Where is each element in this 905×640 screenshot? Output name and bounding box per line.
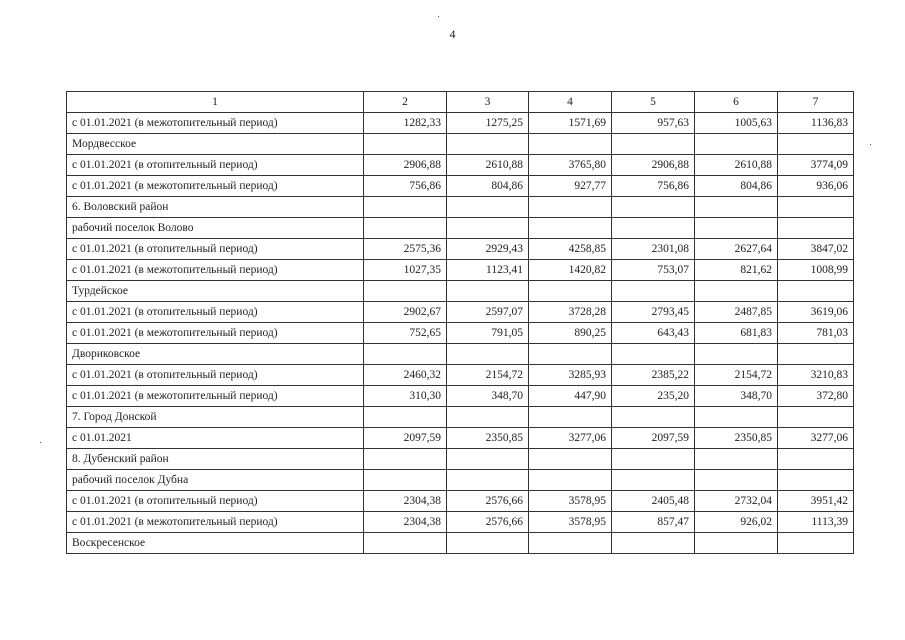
row-label: с 01.01.2021 (в отопительный период) — [67, 239, 364, 260]
tariff-value-cell: 3774,09 — [778, 155, 854, 176]
tariff-value-cell: 2576,66 — [447, 512, 529, 533]
row-label: с 01.01.2021 (в межотопительный период) — [67, 260, 364, 281]
tariff-value-cell — [695, 197, 778, 218]
table-row — [67, 428, 854, 449]
tariff-value-cell — [778, 470, 854, 491]
tariff-value-cell — [447, 281, 529, 302]
table-row — [67, 176, 854, 197]
tariff-value-cell: 2793,45 — [612, 302, 695, 323]
tariff-value-cell — [612, 197, 695, 218]
row-label: рабочий поселок Волово — [67, 218, 364, 239]
row-label: Мордвесское — [67, 134, 364, 155]
tariff-value-cell: 2350,85 — [695, 428, 778, 449]
table-body — [67, 113, 854, 554]
tariff-value-cell — [695, 344, 778, 365]
tariff-value-cell — [364, 449, 447, 470]
tariff-value-cell: 2902,67 — [364, 302, 447, 323]
tariff-value-cell: 2597,07 — [447, 302, 529, 323]
row-label: 6. Воловский район — [67, 197, 364, 218]
tariff-value-cell — [695, 470, 778, 491]
table-row — [67, 491, 854, 512]
tariff-value-cell: 2097,59 — [364, 428, 447, 449]
tariff-value-cell — [612, 344, 695, 365]
tariff-value-cell: 857,47 — [612, 512, 695, 533]
tariff-value-cell — [364, 344, 447, 365]
tariff-value-cell — [778, 281, 854, 302]
tariff-value-cell — [612, 281, 695, 302]
tariff-value-cell: 752,65 — [364, 323, 447, 344]
tariff-value-cell: 1136,83 — [778, 113, 854, 134]
tariff-value-cell — [695, 218, 778, 239]
table-row — [67, 365, 854, 386]
tariff-value-cell: 1420,82 — [529, 260, 612, 281]
tariff-value-cell — [364, 407, 447, 428]
tariff-value-cell: 2732,04 — [695, 491, 778, 512]
tariff-value-cell — [447, 218, 529, 239]
tariff-value-cell — [778, 218, 854, 239]
column-header: 7 — [778, 92, 854, 113]
row-label: 7. Город Донской — [67, 407, 364, 428]
tariff-value-cell — [778, 344, 854, 365]
tariff-value-cell: 1008,99 — [778, 260, 854, 281]
tariff-value-cell: 2460,32 — [364, 365, 447, 386]
tariff-value-cell: 3951,42 — [778, 491, 854, 512]
tariff-value-cell: 2301,08 — [612, 239, 695, 260]
tariff-value-cell: 756,86 — [364, 176, 447, 197]
table-row — [67, 260, 854, 281]
table-row — [67, 512, 854, 533]
tariff-value-cell — [529, 449, 612, 470]
tariff-value-cell: 781,03 — [778, 323, 854, 344]
tariff-value-cell — [529, 533, 612, 554]
row-label: с 01.01.2021 (в отопительный период) — [67, 491, 364, 512]
row-label: с 01.01.2021 (в межотопительный период) — [67, 323, 364, 344]
tariff-value-cell: 1275,25 — [447, 113, 529, 134]
tariff-value-cell: 1282,33 — [364, 113, 447, 134]
tariff-value-cell: 1005,63 — [695, 113, 778, 134]
tariff-value-cell: 348,70 — [447, 386, 529, 407]
tariff-value-cell: 1027,35 — [364, 260, 447, 281]
tariff-value-cell: 2154,72 — [447, 365, 529, 386]
tariff-value-cell — [364, 218, 447, 239]
tariff-value-cell: 235,20 — [612, 386, 695, 407]
tariff-value-cell: 804,86 — [447, 176, 529, 197]
table-row — [67, 134, 854, 155]
table-row — [67, 470, 854, 491]
tariff-value-cell — [529, 344, 612, 365]
tariff-value-cell — [529, 218, 612, 239]
tariff-value-cell — [695, 449, 778, 470]
tariff-value-cell — [364, 533, 447, 554]
tariff-value-cell: 2097,59 — [612, 428, 695, 449]
tariff-value-cell — [695, 533, 778, 554]
table-header-row — [67, 92, 854, 113]
tariff-value-cell: 3578,95 — [529, 512, 612, 533]
row-label: с 01.01.2021 (в межотопительный период) — [67, 176, 364, 197]
row-label: с 01.01.2021 (в межотопительный период) — [67, 512, 364, 533]
table-row — [67, 281, 854, 302]
tariff-value-cell: 2350,85 — [447, 428, 529, 449]
tariff-value-cell: 957,63 — [612, 113, 695, 134]
tariff-value-cell: 447,90 — [529, 386, 612, 407]
tariff-value-cell: 2304,38 — [364, 512, 447, 533]
table-row — [67, 302, 854, 323]
tariff-value-cell — [529, 197, 612, 218]
tariff-value-cell — [612, 470, 695, 491]
tariff-value-cell: 2610,88 — [695, 155, 778, 176]
tariff-value-cell — [778, 407, 854, 428]
tariff-value-cell: 890,25 — [529, 323, 612, 344]
tariff-value-cell — [529, 470, 612, 491]
table-row — [67, 197, 854, 218]
tariff-value-cell — [529, 281, 612, 302]
tariff-value-cell: 2575,36 — [364, 239, 447, 260]
tariff-value-cell: 2906,88 — [612, 155, 695, 176]
tariff-value-cell: 821,62 — [695, 260, 778, 281]
tariff-value-cell — [447, 134, 529, 155]
tariff-value-cell: 804,86 — [695, 176, 778, 197]
tariff-value-cell: 2154,72 — [695, 365, 778, 386]
tariff-value-cell — [778, 449, 854, 470]
tariff-value-cell: 643,43 — [612, 323, 695, 344]
row-label: с 01.01.2021 (в отопительный период) — [67, 365, 364, 386]
tariff-value-cell: 310,30 — [364, 386, 447, 407]
tariff-value-cell: 3210,83 — [778, 365, 854, 386]
tariff-value-cell: 372,80 — [778, 386, 854, 407]
tariff-value-cell — [364, 281, 447, 302]
tariff-value-cell: 2385,22 — [612, 365, 695, 386]
tariff-value-cell — [612, 218, 695, 239]
tariff-value-cell — [778, 533, 854, 554]
tariff-value-cell — [529, 407, 612, 428]
tariff-value-cell: 936,06 — [778, 176, 854, 197]
table-row — [67, 449, 854, 470]
tariff-value-cell: 3728,28 — [529, 302, 612, 323]
tariff-value-cell: 2906,88 — [364, 155, 447, 176]
scan-speck — [438, 16, 439, 17]
page-number: 4 — [449, 27, 456, 41]
tariff-value-cell — [612, 449, 695, 470]
tariff-value-cell — [447, 344, 529, 365]
row-label: Турдейское — [67, 281, 364, 302]
table-row — [67, 239, 854, 260]
tariff-value-cell: 753,07 — [612, 260, 695, 281]
table-row — [67, 218, 854, 239]
table-row — [67, 344, 854, 365]
tariff-value-cell: 1113,39 — [778, 512, 854, 533]
tariff-value-cell: 681,83 — [695, 323, 778, 344]
tariff-value-cell: 791,05 — [447, 323, 529, 344]
row-label: с 01.01.2021 (в отопительный период) — [67, 155, 364, 176]
row-label: с 01.01.2021 (в межотопительный период) — [67, 113, 364, 134]
row-label: с 01.01.2021 (в межотопительный период) — [67, 386, 364, 407]
table-row — [67, 533, 854, 554]
tariff-value-cell — [447, 197, 529, 218]
tariff-value-cell — [695, 134, 778, 155]
row-label: с 01.01.2021 — [67, 428, 364, 449]
tariff-value-cell — [447, 449, 529, 470]
tariff-value-cell — [447, 533, 529, 554]
column-header: 1 — [67, 92, 364, 113]
tariff-value-cell: 1571,69 — [529, 113, 612, 134]
scan-speck — [870, 144, 871, 145]
tariff-value-cell — [529, 134, 612, 155]
table-row — [67, 407, 854, 428]
tariff-value-cell: 927,77 — [529, 176, 612, 197]
tariff-value-cell: 3277,06 — [529, 428, 612, 449]
tariff-value-cell: 2405,48 — [612, 491, 695, 512]
tariff-value-cell: 3765,80 — [529, 155, 612, 176]
table-row — [67, 386, 854, 407]
column-header: 2 — [364, 92, 447, 113]
tariff-value-cell: 3578,95 — [529, 491, 612, 512]
tariff-value-cell: 2929,43 — [447, 239, 529, 260]
tariff-value-cell: 2627,64 — [695, 239, 778, 260]
tariff-value-cell: 2576,66 — [447, 491, 529, 512]
tariff-value-cell — [695, 281, 778, 302]
tariff-value-cell — [612, 407, 695, 428]
tariff-value-cell: 3847,02 — [778, 239, 854, 260]
tariff-value-cell: 2304,38 — [364, 491, 447, 512]
tariff-value-cell: 3285,93 — [529, 365, 612, 386]
tariff-value-cell — [447, 407, 529, 428]
tariff-value-cell: 3619,06 — [778, 302, 854, 323]
tariff-value-cell — [364, 197, 447, 218]
tariff-value-cell — [778, 134, 854, 155]
column-header: 6 — [695, 92, 778, 113]
tariff-value-cell — [612, 134, 695, 155]
row-label: 8. Дубенский район — [67, 449, 364, 470]
tariff-table — [66, 91, 854, 554]
tariff-value-cell — [695, 407, 778, 428]
row-label: Воскресенское — [67, 533, 364, 554]
tariff-value-cell: 2487,85 — [695, 302, 778, 323]
tariff-value-cell — [447, 470, 529, 491]
tariff-value-cell: 348,70 — [695, 386, 778, 407]
tariff-value-cell: 3277,06 — [778, 428, 854, 449]
table-row — [67, 323, 854, 344]
tariff-value-cell — [364, 134, 447, 155]
scan-speck — [40, 442, 41, 443]
tariff-value-cell: 756,86 — [612, 176, 695, 197]
tariff-value-cell: 4258,85 — [529, 239, 612, 260]
tariff-value-cell — [778, 197, 854, 218]
column-header: 5 — [612, 92, 695, 113]
tariff-value-cell: 1123,41 — [447, 260, 529, 281]
row-label: рабочий поселок Дубна — [67, 470, 364, 491]
row-label: с 01.01.2021 (в отопительный период) — [67, 302, 364, 323]
table-row — [67, 155, 854, 176]
tariff-value-cell — [612, 533, 695, 554]
tariff-value-cell — [364, 470, 447, 491]
tariff-value-cell: 926,02 — [695, 512, 778, 533]
tariff-value-cell: 2610,88 — [447, 155, 529, 176]
table-row — [67, 113, 854, 134]
row-label: Двориковское — [67, 344, 364, 365]
column-header: 4 — [529, 92, 612, 113]
column-header: 3 — [447, 92, 529, 113]
